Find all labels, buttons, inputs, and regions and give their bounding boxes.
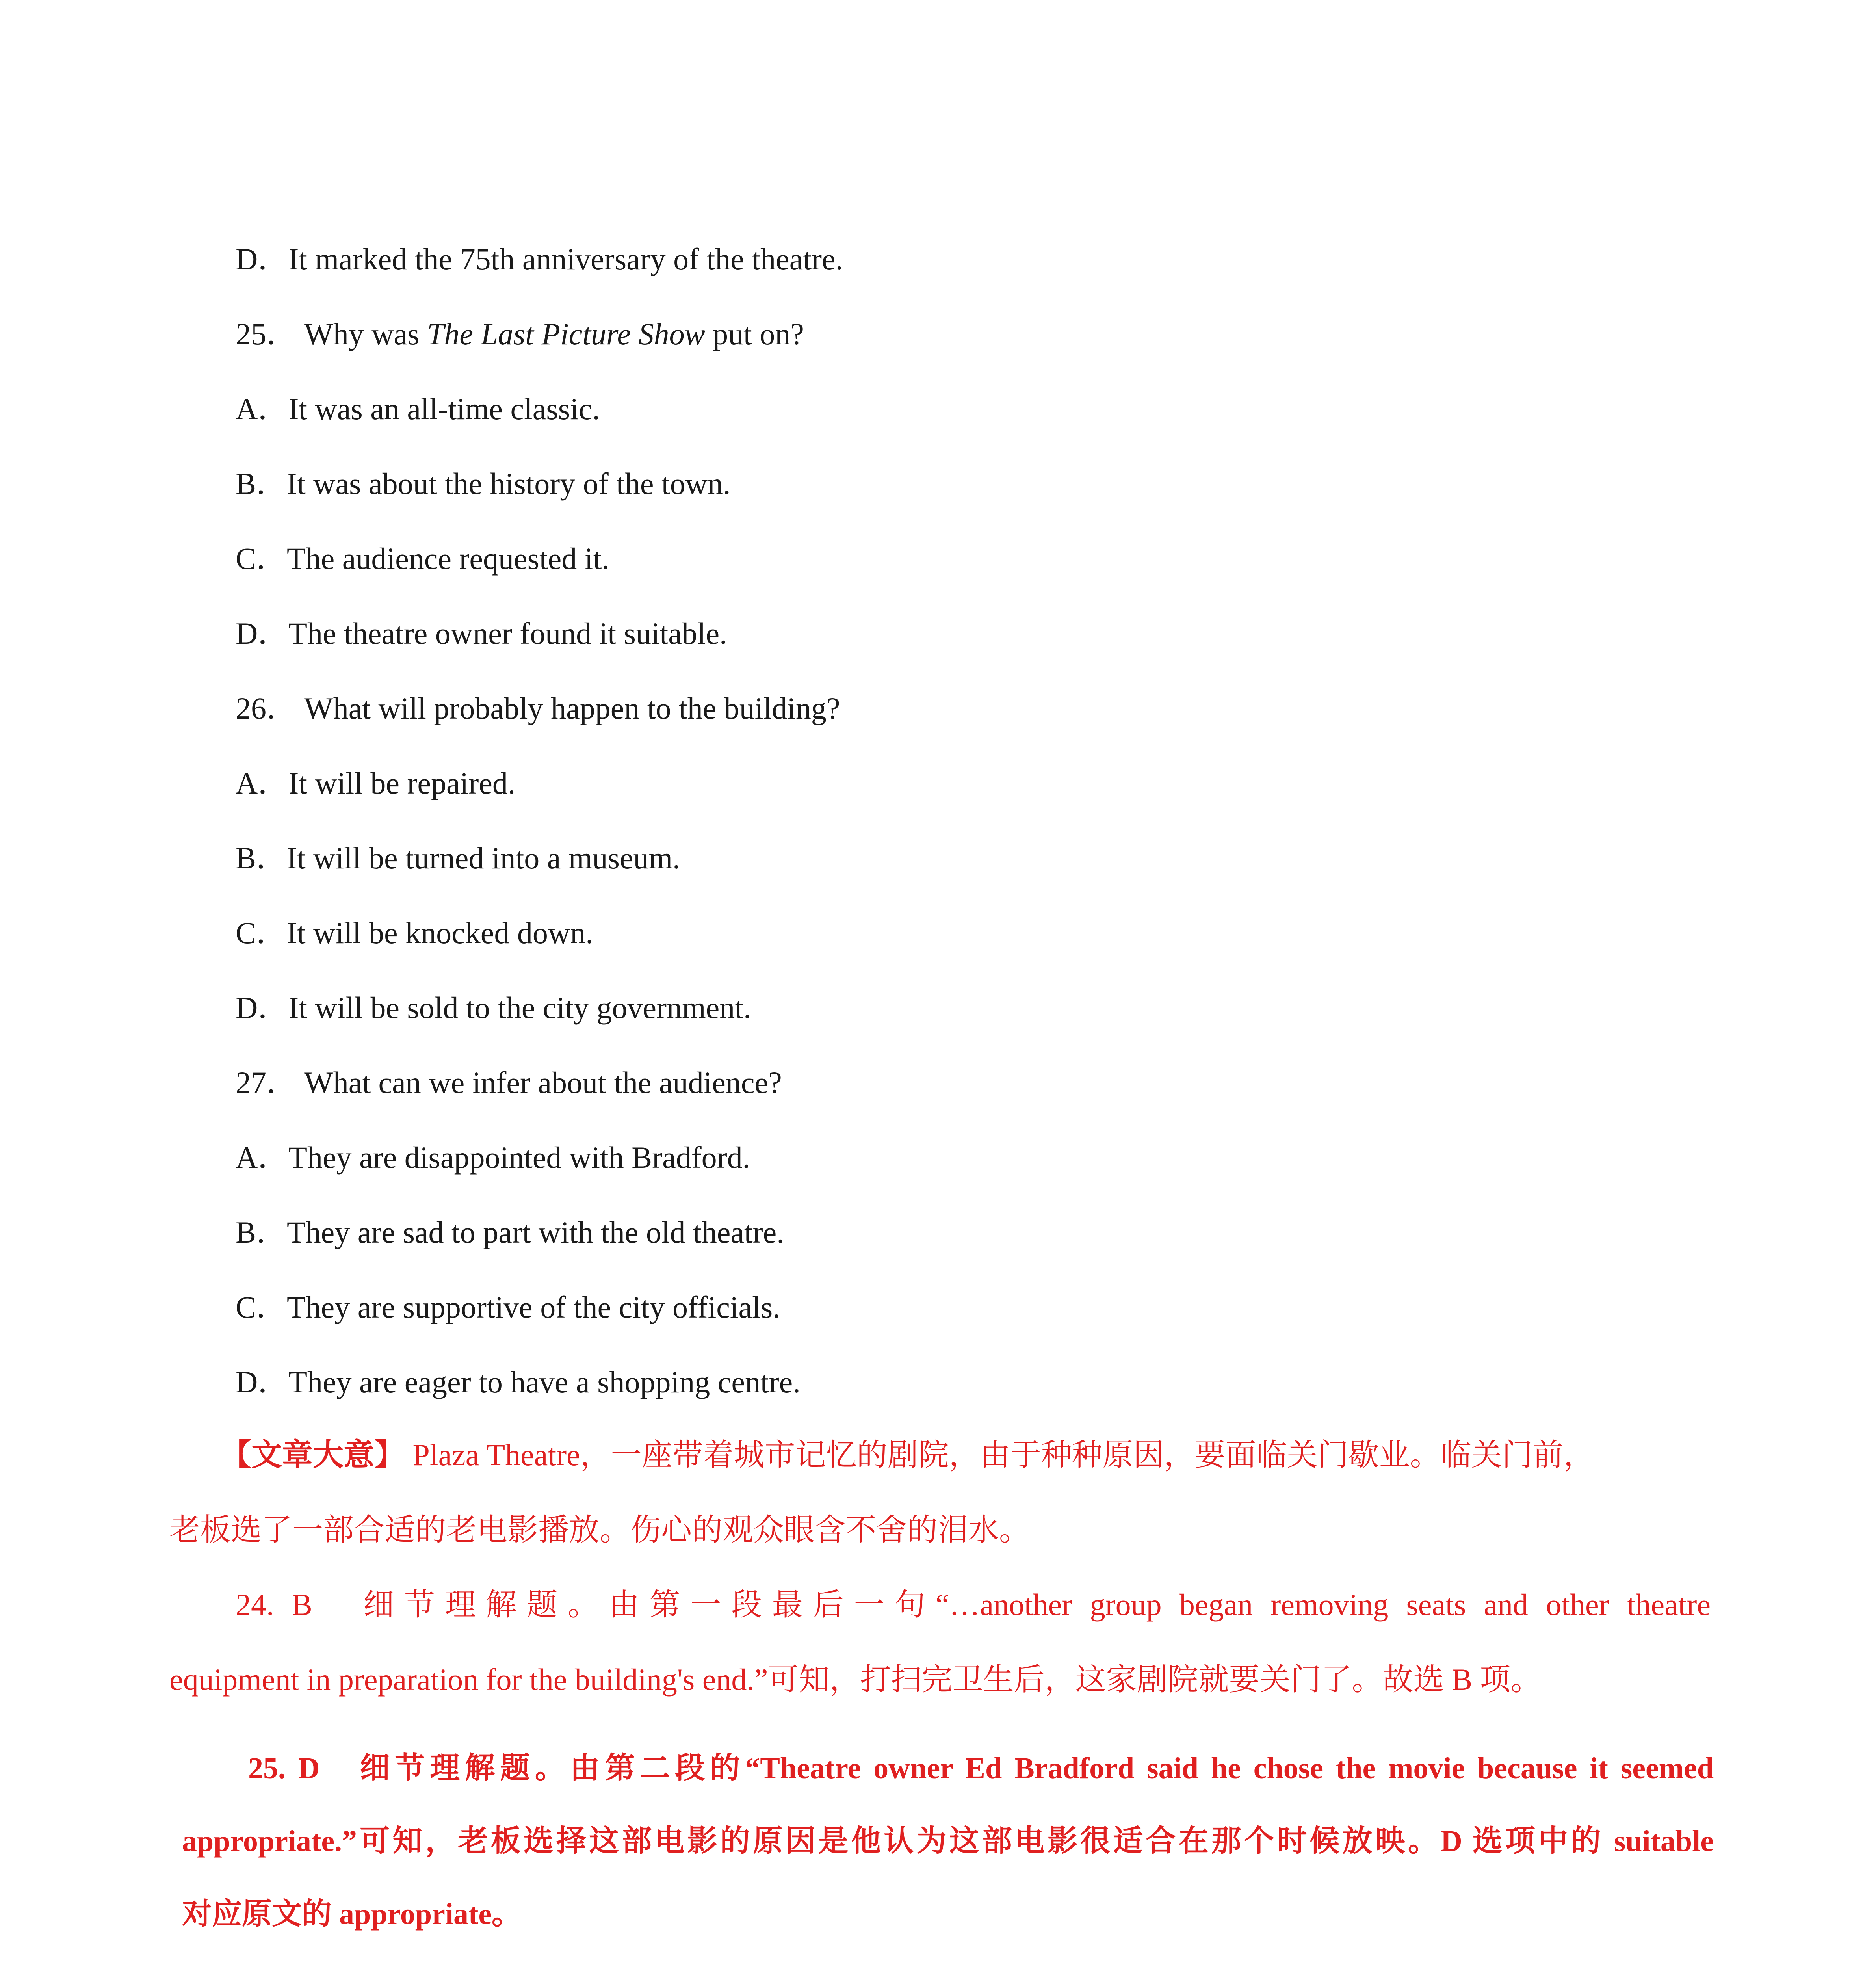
summary-text-1: Plaza Theatre，一座带着城市记忆的剧院，由于种种原因，要面临关门歇业。临关门前， [405,1438,1594,1472]
summary-line-1 [221,1436,1594,1474]
q27-option-b: B．They are sad to part with the old theatre. [236,1215,784,1249]
q27-stem: 27． What can we infer about the audience? [236,1065,782,1100]
q26-option-c: C．It will be knocked down. [236,916,593,950]
answer-25-line-3: 对应原文的 appropriate。 [182,1898,522,1931]
answer-24-line-2: equipment in preparation for the building's end.”可知，打扫完卫生后，这家剧院就要关门了。故选 B 项。 [169,1662,1542,1697]
q26-option-b: B．It will be turned into a museum. [236,841,680,875]
summary-label: 【文章大意】 [221,1438,405,1472]
q25-stem [236,315,804,353]
answer-25-line-1: 25. D 细节理解题。由第二段的“Theatre owner Ed Bradford said he chose the movie because it seemed [248,1752,1714,1785]
q27-option-c: C．They are supportive of the city officials. [236,1290,780,1324]
summary-line-2: 老板选了一部合适的老电影播放。伤心的观众眼含不舍的泪水。 [169,1513,1030,1547]
q26-option-d: D．It will be sold to the city government. [236,991,751,1025]
q25-stem-prefix: 25． Why was [236,317,427,351]
q25-option-b: B．It was about the history of the town. [236,466,731,501]
q25-option-c: C．The audience requested it. [236,541,609,576]
answer-26-line-1 [248,1968,1714,1970]
q25-option-d: D．The theatre owner found it suitable. [236,616,727,650]
q25-film-title: The Last Picture Show [427,317,705,351]
answer-24-line-1: 24. B 细节理解题。由第一段最后一句“…another group began removing seats and other theatre [236,1587,1711,1622]
q26-stem: 26． What will probably happen to the building? [236,691,840,725]
q25-stem-suffix: put on? [705,317,804,351]
q24-option-d: D．It marked the 75th anniversary of the theatre. [236,242,843,276]
q27-option-d: D．They are eager to have a shopping centre. [236,1365,801,1399]
q25-option-a: A．It was an all-time classic. [236,392,600,426]
q27-option-a: A．They are disappointed with Bradford. [236,1140,750,1175]
answer-25-line-2: appropriate.”可知，老板选择这部电影的原因是他认为这部电影很适合在那个时候放映。D 选项中的 suitable [182,1825,1714,1858]
q26-option-a: A．It will be repaired. [236,766,516,800]
